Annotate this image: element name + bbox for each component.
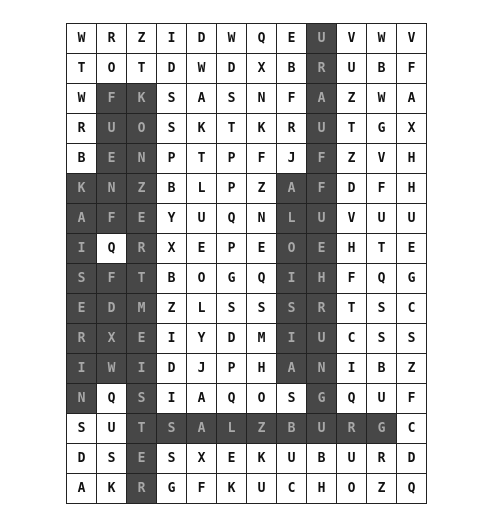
grid-cell[interactable]: C <box>277 474 307 504</box>
grid-cell[interactable]: K <box>217 474 247 504</box>
grid-cell[interactable]: F <box>337 264 367 294</box>
grid-cell[interactable]: X <box>97 324 127 354</box>
grid-cell[interactable]: Z <box>397 354 427 384</box>
grid-cell[interactable]: L <box>277 204 307 234</box>
grid-cell[interactable]: Z <box>337 144 367 174</box>
grid-cell[interactable]: J <box>277 144 307 174</box>
grid-row <box>67 204 427 234</box>
grid-cell[interactable]: Z <box>157 294 187 324</box>
grid-cell[interactable]: H <box>307 264 337 294</box>
grid-cell[interactable]: T <box>127 414 157 444</box>
grid-cell[interactable]: W <box>187 54 217 84</box>
grid-cell[interactable]: U <box>97 414 127 444</box>
grid-cell[interactable]: E <box>127 204 157 234</box>
grid-cell[interactable]: U <box>337 54 367 84</box>
grid-cell[interactable]: I <box>157 324 187 354</box>
grid-cell[interactable]: F <box>307 144 337 174</box>
grid-cell[interactable]: M <box>247 324 277 354</box>
grid-cell[interactable]: F <box>397 54 427 84</box>
grid-cell[interactable]: R <box>127 474 157 504</box>
grid-cell[interactable]: S <box>157 84 187 114</box>
grid-cell[interactable]: E <box>397 234 427 264</box>
grid-cell[interactable]: C <box>397 414 427 444</box>
grid-cell[interactable]: D <box>97 294 127 324</box>
grid-cell[interactable]: G <box>367 414 397 444</box>
grid-cell[interactable]: B <box>67 144 97 174</box>
grid-cell[interactable]: S <box>367 324 397 354</box>
grid-cell[interactable]: S <box>157 114 187 144</box>
grid-cell[interactable]: W <box>367 84 397 114</box>
grid-cell[interactable]: K <box>187 114 217 144</box>
grid-cell[interactable]: Z <box>367 474 397 504</box>
grid-cell[interactable]: R <box>127 234 157 264</box>
grid-cell[interactable]: Q <box>367 264 397 294</box>
grid-cell[interactable]: A <box>307 84 337 114</box>
grid-cell[interactable]: R <box>367 444 397 474</box>
grid-cell[interactable]: V <box>397 24 427 54</box>
grid-cell[interactable]: P <box>217 174 247 204</box>
grid-cell[interactable]: S <box>67 414 97 444</box>
grid-cell[interactable]: D <box>217 54 247 84</box>
grid-cell[interactable]: K <box>97 474 127 504</box>
grid-cell[interactable]: S <box>67 264 97 294</box>
grid-cell[interactable]: T <box>187 144 217 174</box>
grid-cell[interactable]: E <box>127 444 157 474</box>
grid-cell[interactable]: D <box>157 354 187 384</box>
grid-cell[interactable]: S <box>157 414 187 444</box>
grid-cell[interactable]: R <box>277 114 307 144</box>
grid-cell[interactable]: E <box>97 144 127 174</box>
grid-cell[interactable]: E <box>217 444 247 474</box>
grid-cell[interactable]: N <box>307 354 337 384</box>
grid-cell[interactable]: F <box>97 84 127 114</box>
grid-cell[interactable]: I <box>157 24 187 54</box>
word-search-grid <box>66 23 427 504</box>
grid-cell[interactable]: A <box>67 204 97 234</box>
grid-cell[interactable]: S <box>217 84 247 114</box>
grid-row <box>67 474 427 504</box>
grid-cell[interactable]: R <box>307 54 337 84</box>
grid-cell[interactable]: L <box>187 174 217 204</box>
grid-cell[interactable]: I <box>127 354 157 384</box>
grid-cell[interactable]: O <box>97 54 127 84</box>
grid-cell[interactable]: Q <box>217 204 247 234</box>
grid-cell[interactable]: U <box>277 444 307 474</box>
grid-cell[interactable]: W <box>217 24 247 54</box>
grid-cell[interactable]: L <box>217 414 247 444</box>
grid-cell[interactable]: I <box>337 354 367 384</box>
grid-cell[interactable]: D <box>337 174 367 204</box>
grid-cell[interactable]: G <box>157 474 187 504</box>
grid-cell[interactable]: X <box>157 234 187 264</box>
grid-cell[interactable]: P <box>217 144 247 174</box>
grid-cell[interactable]: F <box>187 474 217 504</box>
grid-cell[interactable]: U <box>307 114 337 144</box>
grid-cell[interactable]: Z <box>247 174 277 204</box>
grid-cell[interactable]: S <box>367 294 397 324</box>
grid-row <box>67 84 427 114</box>
grid-cell[interactable]: D <box>187 24 217 54</box>
grid-cell[interactable]: S <box>217 294 247 324</box>
grid-cell[interactable]: F <box>307 174 337 204</box>
grid-cell[interactable]: V <box>367 144 397 174</box>
grid-cell[interactable]: T <box>337 294 367 324</box>
grid-cell[interactable]: B <box>367 54 397 84</box>
grid-cell[interactable]: Q <box>247 264 277 294</box>
grid-cell[interactable]: F <box>397 384 427 414</box>
grid-cell[interactable]: B <box>277 414 307 444</box>
grid-cell[interactable]: T <box>127 54 157 84</box>
grid-cell[interactable]: O <box>247 384 277 414</box>
grid-cell[interactable]: U <box>307 414 337 444</box>
grid-cell[interactable]: I <box>67 354 97 384</box>
grid-cell[interactable]: F <box>97 264 127 294</box>
grid-cell[interactable]: W <box>67 24 97 54</box>
grid-cell[interactable]: K <box>67 174 97 204</box>
grid-cell[interactable]: E <box>187 234 217 264</box>
grid-cell[interactable]: G <box>307 384 337 414</box>
grid-cell[interactable]: A <box>67 474 97 504</box>
grid-cell[interactable]: U <box>397 204 427 234</box>
grid-row <box>67 384 427 414</box>
grid-cell[interactable]: Q <box>97 234 127 264</box>
grid-cell[interactable]: S <box>277 384 307 414</box>
grid-cell[interactable]: J <box>187 354 217 384</box>
grid-cell[interactable]: S <box>127 384 157 414</box>
grid-cell[interactable]: B <box>277 54 307 84</box>
grid-cell[interactable]: K <box>247 444 277 474</box>
grid-cell[interactable]: T <box>337 114 367 144</box>
grid-cell[interactable]: Q <box>397 474 427 504</box>
grid-cell[interactable]: R <box>307 294 337 324</box>
grid-cell[interactable]: W <box>67 84 97 114</box>
grid-cell[interactable]: R <box>97 24 127 54</box>
grid-cell[interactable]: E <box>307 234 337 264</box>
grid-cell[interactable]: E <box>67 294 97 324</box>
word-search-body <box>67 24 427 504</box>
grid-cell[interactable]: Q <box>97 384 127 414</box>
grid-cell[interactable]: P <box>217 234 247 264</box>
grid-cell[interactable]: D <box>157 54 187 84</box>
grid-row <box>67 24 427 54</box>
grid-cell[interactable]: N <box>247 204 277 234</box>
grid-cell[interactable]: B <box>307 444 337 474</box>
grid-cell[interactable]: A <box>277 354 307 384</box>
grid-cell[interactable]: V <box>337 24 367 54</box>
grid-cell[interactable]: F <box>277 84 307 114</box>
grid-cell[interactable]: Q <box>217 384 247 414</box>
grid-cell[interactable]: T <box>127 264 157 294</box>
grid-cell[interactable]: H <box>397 144 427 174</box>
grid-cell[interactable]: S <box>277 294 307 324</box>
grid-cell[interactable]: O <box>337 474 367 504</box>
grid-cell[interactable]: E <box>277 24 307 54</box>
grid-row <box>67 264 427 294</box>
grid-cell[interactable]: X <box>397 114 427 144</box>
grid-cell[interactable]: Y <box>157 204 187 234</box>
grid-cell[interactable]: L <box>187 294 217 324</box>
grid-cell[interactable]: X <box>247 54 277 84</box>
grid-cell[interactable]: I <box>277 324 307 354</box>
grid-cell[interactable]: U <box>367 204 397 234</box>
grid-row <box>67 234 427 264</box>
grid-cell[interactable]: B <box>367 354 397 384</box>
grid-cell[interactable]: A <box>187 84 217 114</box>
grid-cell[interactable]: U <box>307 324 337 354</box>
grid-cell[interactable]: I <box>277 264 307 294</box>
grid-cell[interactable]: A <box>187 384 217 414</box>
grid-cell[interactable]: N <box>97 174 127 204</box>
grid-row <box>67 144 427 174</box>
grid-cell[interactable]: B <box>157 264 187 294</box>
grid-row <box>67 114 427 144</box>
grid-cell[interactable]: W <box>367 24 397 54</box>
grid-row <box>67 174 427 204</box>
grid-cell[interactable]: U <box>97 114 127 144</box>
grid-cell[interactable]: A <box>397 84 427 114</box>
grid-cell[interactable]: Q <box>247 24 277 54</box>
grid-cell[interactable]: V <box>337 204 367 234</box>
grid-cell[interactable]: G <box>397 264 427 294</box>
grid-cell[interactable]: D <box>217 324 247 354</box>
grid-row <box>67 414 427 444</box>
grid-cell[interactable]: T <box>367 234 397 264</box>
grid-cell[interactable]: S <box>157 444 187 474</box>
grid-cell[interactable]: S <box>397 324 427 354</box>
grid-cell[interactable]: C <box>337 324 367 354</box>
grid-cell[interactable]: R <box>337 414 367 444</box>
grid-cell[interactable]: U <box>337 444 367 474</box>
grid-cell[interactable]: K <box>247 114 277 144</box>
grid-cell[interactable]: U <box>187 204 217 234</box>
grid-cell[interactable]: Z <box>247 414 277 444</box>
grid-cell[interactable]: R <box>67 324 97 354</box>
grid-cell[interactable]: E <box>127 324 157 354</box>
grid-cell[interactable]: M <box>127 294 157 324</box>
grid-cell[interactable]: P <box>157 144 187 174</box>
grid-cell[interactable]: N <box>247 84 277 114</box>
grid-cell[interactable]: G <box>367 114 397 144</box>
grid-row <box>67 294 427 324</box>
grid-cell[interactable]: I <box>157 384 187 414</box>
grid-cell[interactable]: U <box>307 24 337 54</box>
grid-cell[interactable]: T <box>67 54 97 84</box>
grid-cell[interactable]: T <box>217 114 247 144</box>
grid-cell[interactable]: N <box>127 144 157 174</box>
grid-cell[interactable]: O <box>277 234 307 264</box>
grid-cell[interactable]: D <box>67 444 97 474</box>
grid-cell[interactable]: F <box>367 174 397 204</box>
grid-cell[interactable]: K <box>127 84 157 114</box>
grid-cell[interactable]: Z <box>337 84 367 114</box>
grid-cell[interactable]: W <box>97 354 127 384</box>
grid-cell[interactable]: X <box>187 444 217 474</box>
grid-cell[interactable]: N <box>67 384 97 414</box>
grid-cell[interactable]: U <box>247 474 277 504</box>
grid-cell[interactable]: B <box>157 174 187 204</box>
grid-cell[interactable]: H <box>247 354 277 384</box>
grid-cell[interactable]: A <box>277 174 307 204</box>
grid-cell[interactable]: P <box>217 354 247 384</box>
grid-row <box>67 54 427 84</box>
grid-row <box>67 444 427 474</box>
grid-cell[interactable]: U <box>307 204 337 234</box>
grid-cell[interactable]: S <box>97 444 127 474</box>
grid-row <box>67 324 427 354</box>
grid-cell[interactable]: O <box>187 264 217 294</box>
grid-cell[interactable]: C <box>397 294 427 324</box>
grid-cell[interactable]: H <box>397 174 427 204</box>
grid-cell[interactable]: A <box>187 414 217 444</box>
grid-cell[interactable]: E <box>247 234 277 264</box>
grid-cell[interactable]: Q <box>337 384 367 414</box>
grid-cell[interactable]: Z <box>127 24 157 54</box>
grid-cell[interactable]: D <box>397 444 427 474</box>
grid-cell[interactable]: O <box>127 114 157 144</box>
grid-cell[interactable]: G <box>217 264 247 294</box>
grid-row <box>67 354 427 384</box>
grid-cell[interactable]: I <box>67 234 97 264</box>
grid-cell[interactable]: F <box>97 204 127 234</box>
grid-cell[interactable]: Y <box>187 324 217 354</box>
grid-cell[interactable]: H <box>337 234 367 264</box>
grid-cell[interactable]: S <box>247 294 277 324</box>
grid-cell[interactable]: U <box>367 384 397 414</box>
grid-cell[interactable]: F <box>247 144 277 174</box>
grid-cell[interactable]: Z <box>127 174 157 204</box>
grid-cell[interactable]: R <box>67 114 97 144</box>
grid-cell[interactable]: H <box>307 474 337 504</box>
